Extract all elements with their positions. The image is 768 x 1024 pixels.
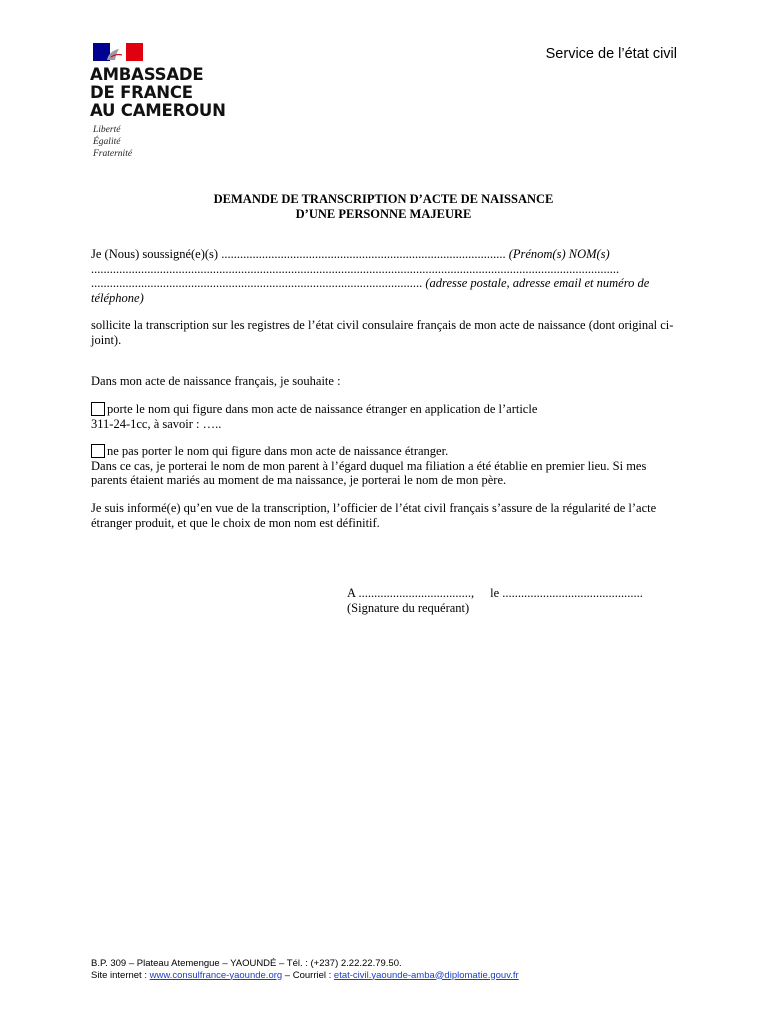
option-1-text: porte le nom qui figure dans mon acte de naissance étranger en application de l’article — [107, 402, 538, 416]
title-line-1: DEMANDE DE TRANSCRIPTION D’ACTE DE NAISSANCE — [213, 192, 554, 206]
notice-paragraph: Je suis informé(e) qu’en vue de la transcription, l’officier de l’état civil français s’assure de la régularité de l’acte étranger produit, et que le choix de mon nom est définitif. — [91, 501, 657, 530]
title-line-2: D’UNE PERSONNE MAJEURE — [295, 207, 472, 221]
signature-place-field[interactable]: A ...................................., — [347, 586, 475, 600]
request-paragraph: sollicite la transcription sur les registres de l’état civil consulaire français de mon acte de naissance (dont original ci-joint). — [91, 318, 674, 347]
motto — [93, 124, 132, 160]
address-field-1[interactable]: ......................................................................................................................................................................... — [91, 261, 620, 276]
name-hint: (Prénom(s) NOM(s) — [508, 247, 610, 261]
motto-line: Liberté — [93, 125, 121, 135]
identity-lead: Je (Nous) soussigné(e)(s) — [91, 247, 222, 261]
footer-site-label: Site internet : — [91, 969, 150, 981]
embassy-logo — [90, 40, 305, 175]
address-hint: (adresse postale, adresse email et numéro de téléphone) — [91, 276, 650, 305]
option-1-checkbox[interactable] — [91, 402, 105, 416]
footer-address: B.P. 309 – Plateau Atemengue – YAOUNDÉ – Tél. : (+237) 2.22.22.79.50. — [91, 958, 402, 969]
signature-block — [347, 586, 643, 615]
option-1 — [91, 402, 676, 431]
document-title — [91, 192, 676, 222]
identity-line-1 — [91, 247, 676, 262]
signature-caption: (Signature du requérant) — [347, 600, 470, 615]
logo-line: AU CAMEROUN — [90, 101, 226, 120]
email-link[interactable]: etat-civil.yaounde-amba@diplomatie.gouv.fr — [333, 969, 519, 981]
marianne-flag-icon — [93, 43, 143, 61]
footer-mail-label: – Courriel : — [282, 969, 334, 981]
website-link[interactable]: www.consulfrance-yaounde.org — [149, 969, 283, 981]
address-field-2[interactable]: .......................................................................................................... — [91, 276, 426, 290]
logo-line: DE FRANCE — [90, 83, 193, 102]
motto-line: Égalité — [93, 137, 121, 147]
service-title: Service de l’état civil — [545, 46, 677, 62]
option-2 — [91, 444, 676, 488]
footer — [91, 958, 691, 981]
option-2-checkbox[interactable] — [91, 444, 105, 458]
logo-line: AMBASSADE — [90, 65, 204, 84]
option-2-explanation: Dans ce cas, je porterai le nom de mon parent à l’égard duquel ma filiation a été établie en premier lieu. Si mes parents étaient mariés au moment de ma naissance, je porterai le nom de mon père. — [91, 458, 647, 487]
signature-date-field[interactable]: le ............................................. — [490, 586, 643, 600]
identity-block — [91, 247, 676, 305]
name-field[interactable]: ........................................................................................... — [221, 247, 506, 261]
motto-line: Fraternité — [93, 149, 133, 159]
option-2-text: ne pas porter le nom qui figure dans mon acte de naissance étranger. — [107, 444, 449, 458]
embassy-name — [90, 66, 305, 120]
option-1-text-cont: 311-24-1cc, à savoir : ….. — [91, 416, 222, 431]
wish-intro: Dans mon acte de naissance français, je souhaite : — [91, 374, 341, 388]
